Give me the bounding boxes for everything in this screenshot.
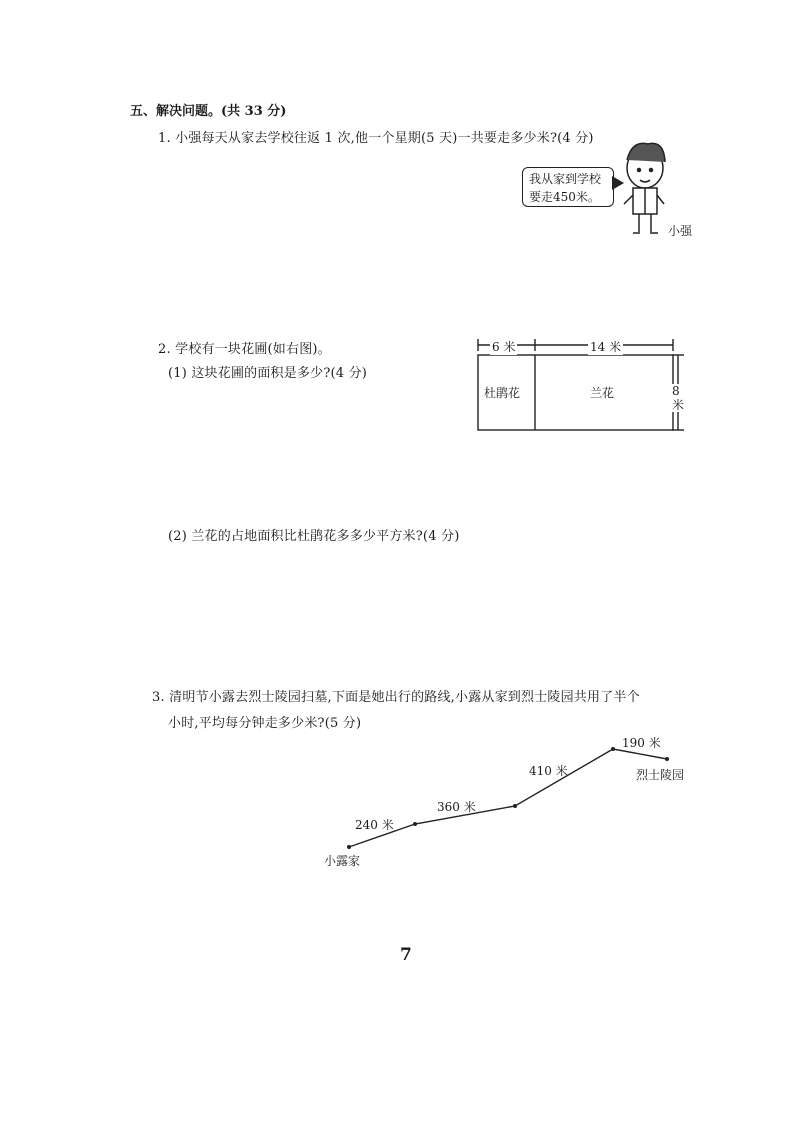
question-2-text: 2. 学校有一块花圃(如右图)。 bbox=[158, 342, 331, 357]
segment-label-1: 240 米 bbox=[355, 818, 394, 832]
region-orchid: 兰花 bbox=[590, 386, 615, 400]
route-path bbox=[349, 749, 667, 847]
question-3-text-line-2: 小时,平均每分钟走多少米?(5 分) bbox=[168, 716, 362, 731]
route-point-2 bbox=[513, 804, 517, 808]
page-number: 7 bbox=[400, 945, 412, 965]
route-point-cemetery bbox=[665, 757, 669, 761]
question-2-part-2: (2) 兰花的占地面积比杜鹃花多多少平方米?(4 分) bbox=[168, 529, 460, 544]
section-title: 五、解决问题。(共 33 分) bbox=[130, 104, 287, 119]
segment-label-4: 190 米 bbox=[622, 736, 661, 750]
question-3-text-line-1: 3. 清明节小露去烈士陵园扫墓,下面是她出行的路线,小露从家到烈士陵园共用了半个 bbox=[152, 690, 640, 705]
dimension-side: 8 米 bbox=[672, 384, 690, 412]
segment-label-2: 360 米 bbox=[437, 800, 476, 814]
region-azalea: 杜鹃花 bbox=[484, 386, 521, 400]
route-start-label: 小露家 bbox=[324, 854, 361, 868]
dimension-top-left: 6 米 bbox=[492, 340, 516, 354]
speech-bubble: 我从家到学校要走450米。 bbox=[522, 167, 614, 207]
dimension-top-right: 14 米 bbox=[590, 340, 622, 354]
route-point-home bbox=[347, 845, 351, 849]
question-2-part-1: (1) 这块花圃的面积是多少?(4 分) bbox=[168, 366, 368, 381]
boy-name-label: 小强 bbox=[668, 224, 693, 238]
question-1-text: 1. 小强每天从家去学校往返 1 次,他一个星期(5 天)一共要走多少米?(4 分) bbox=[158, 131, 594, 146]
route-point-3 bbox=[611, 747, 615, 751]
route-point-1 bbox=[413, 822, 417, 826]
route-end-label: 烈士陵园 bbox=[636, 768, 685, 782]
segment-label-3: 410 米 bbox=[529, 764, 568, 778]
